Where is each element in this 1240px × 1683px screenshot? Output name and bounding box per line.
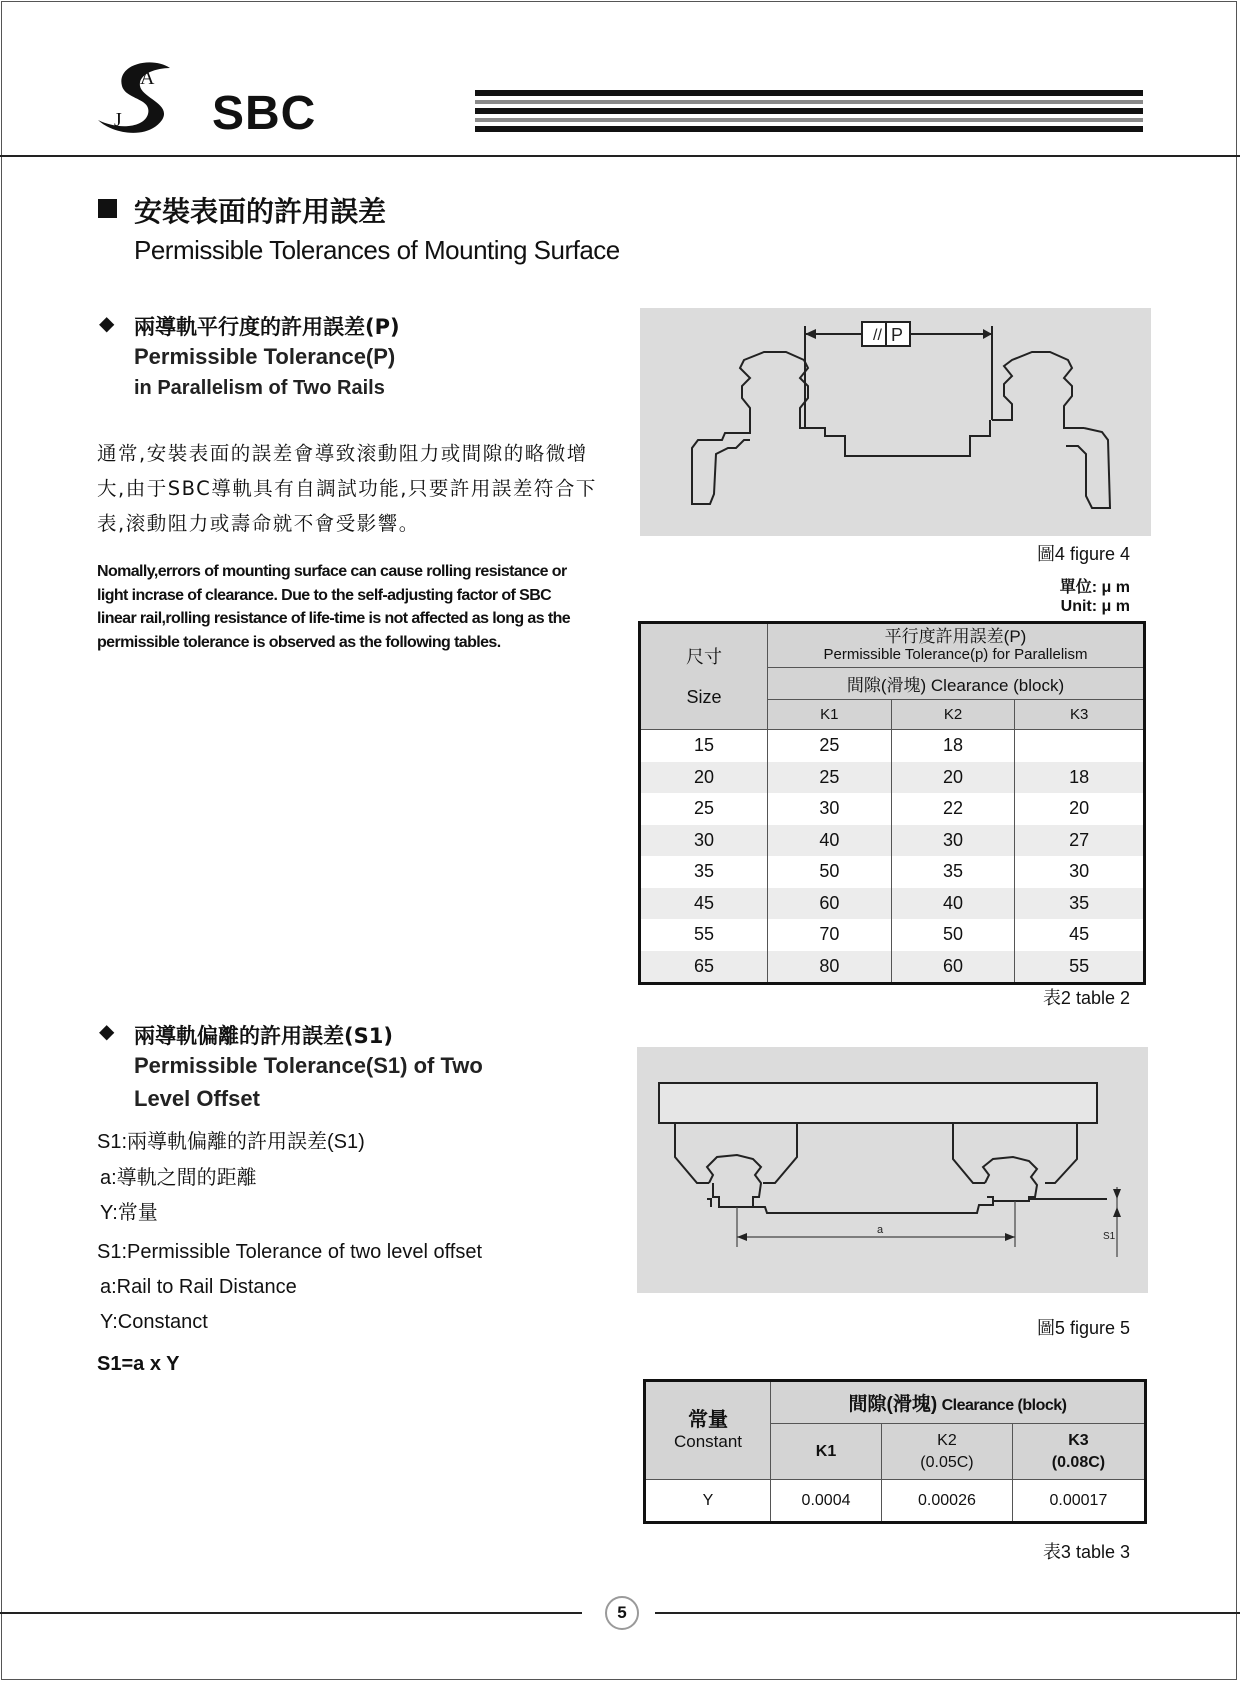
table-row xyxy=(640,919,1145,951)
section-title-en: Permissible Tolerances of Mounting Surface xyxy=(134,235,620,265)
table-cell: 70 xyxy=(768,919,892,951)
table-cell: 40 xyxy=(891,888,1015,920)
paragraph-line: permissible tolerance is observed as the following tables. xyxy=(97,633,501,651)
unit-label xyxy=(980,578,1130,616)
k1-header: K1 xyxy=(771,1424,882,1480)
table-cell: 15 xyxy=(693,735,715,756)
table-cell: 35 xyxy=(693,861,715,882)
offset-title-en-2: Level Offset xyxy=(134,1086,260,1111)
company-logo xyxy=(92,58,192,140)
k3-label: K3 xyxy=(1068,1431,1089,1449)
parallelism-symbol: // xyxy=(873,327,882,344)
footer-rule-left xyxy=(0,1612,582,1614)
offset-s1-label: S1 xyxy=(1103,1231,1116,1242)
footer-rule-right xyxy=(655,1612,1240,1614)
table-cell: 30 xyxy=(1015,856,1145,888)
parallel-paragraph-en xyxy=(97,560,597,654)
table-cell: 25 xyxy=(693,798,715,819)
table-cell: 22 xyxy=(891,793,1015,825)
group-header-zh: 間隙(滑塊) xyxy=(848,1394,938,1415)
diamond-bullet-icon: ◆ xyxy=(99,311,115,335)
figure-4-parallelism-diagram xyxy=(640,308,1151,536)
def-zh-y: Y:常量 xyxy=(100,1202,158,1224)
group-header-en: Permissible Tolerance(p) for Parallelism xyxy=(823,645,1088,663)
table-cell: 40 xyxy=(768,825,892,857)
table-cell: 80 xyxy=(768,951,892,984)
clearance-subheader: 間隙(滑塊) Clearance (block) xyxy=(768,668,1145,700)
table-cell: 65 xyxy=(640,951,768,984)
table-cell: 30 xyxy=(768,793,892,825)
table-cell: 60 xyxy=(891,951,1015,984)
table-cell: 60 xyxy=(768,888,892,920)
section-title-zh: 安裝表面的許用誤差 xyxy=(134,195,387,228)
table-cell: 45 xyxy=(1015,919,1145,951)
table-cell xyxy=(1015,730,1145,762)
table-row xyxy=(640,888,1145,920)
table-cell: 25 xyxy=(768,730,892,762)
table-cell: 45 xyxy=(640,888,768,920)
value-k1: 0.0004 xyxy=(771,1480,882,1523)
paragraph-line: Nomally,errors of mounting surface can cause rolling resistance or xyxy=(97,563,567,580)
def-en-s1: S1:Permissible Tolerance of two level offset xyxy=(97,1241,483,1263)
table-row xyxy=(640,951,1145,984)
table-cell: 20 xyxy=(640,762,768,794)
col-k1-header: K1 xyxy=(768,700,892,730)
logo-letter-a: A xyxy=(140,67,155,89)
table-row xyxy=(640,762,1145,794)
offset-title-en-1: Permissible Tolerance(S1) of Two xyxy=(134,1053,483,1078)
figure-5-level-offset-diagram xyxy=(637,1047,1148,1293)
table-cell: 50 xyxy=(891,919,1015,951)
constant-header xyxy=(645,1381,771,1480)
col-k2-header: K2 xyxy=(891,700,1015,730)
row-label-y: Y xyxy=(645,1480,771,1523)
formula: S1=a x Y xyxy=(97,1353,180,1375)
table-cell: 30 xyxy=(640,825,768,857)
def-zh-a: a:導軌之間的距離 xyxy=(100,1167,257,1189)
table-2-caption: 表2 table 2 xyxy=(1042,988,1130,1008)
paragraph-line: 通常,安裝表面的誤差會導致滚動阻力或間隙的略微增 xyxy=(97,442,588,465)
parallel-title-zh: 兩導軌平行度的許用誤差(P) xyxy=(134,315,400,339)
table-cell: 20 xyxy=(1015,793,1145,825)
k3-header xyxy=(1012,1424,1145,1480)
parallel-title-en-2: in Parallelism of Two Rails xyxy=(134,377,385,399)
size-header-en: Size xyxy=(686,686,722,707)
k3-sub-label: (0.08C) xyxy=(1051,1453,1106,1471)
table-cell: 18 xyxy=(1015,762,1145,794)
logo-letter-j: J xyxy=(114,109,122,131)
table-row xyxy=(640,730,1145,762)
paragraph-line: 表,滚動阻力或壽命就不會受影響。 xyxy=(97,512,420,535)
distance-a-label: a xyxy=(877,1224,884,1236)
size-header xyxy=(640,623,768,730)
clearance-group-header xyxy=(771,1381,1146,1424)
k2-header xyxy=(882,1424,1013,1480)
parallelism-group-header xyxy=(768,623,1145,668)
value-k2: 0.00026 xyxy=(882,1480,1013,1523)
table-cell: 30 xyxy=(891,825,1015,857)
table-3-caption: 表3 table 3 xyxy=(1042,1542,1130,1562)
parallel-paragraph-zh xyxy=(97,436,617,541)
page-number: 5 xyxy=(605,1596,639,1630)
table-cell: 35 xyxy=(891,856,1015,888)
figure-4-caption: 圖4 figure 4 xyxy=(1036,544,1130,564)
unit-en: Unit: μ m xyxy=(1060,598,1130,615)
unit-zh: 單位: μ m xyxy=(1059,579,1130,596)
table-cell: 27 xyxy=(1015,825,1145,857)
group-header-en: Clearance (block) xyxy=(941,1397,1067,1414)
def-zh-s1: S1:兩導軌偏離的許用誤差(S1) xyxy=(97,1131,365,1153)
table-2-parallelism-tolerance xyxy=(638,621,1146,985)
figure-5-caption: 圖5 figure 5 xyxy=(1036,1318,1130,1338)
table-row xyxy=(640,825,1145,857)
table-row xyxy=(640,856,1145,888)
k2-sub-label: (0.05C) xyxy=(920,1453,974,1471)
parallelism-label: P xyxy=(891,325,904,345)
table-cell: 20 xyxy=(891,762,1015,794)
table-row xyxy=(640,793,1145,825)
table-cell: 35 xyxy=(1015,888,1145,920)
table-cell: 25 xyxy=(768,762,892,794)
header-divider xyxy=(0,155,1240,157)
col-k3-header: K3 xyxy=(1015,700,1145,730)
diamond-bullet-icon: ◆ xyxy=(99,1019,115,1043)
table-cell: 55 xyxy=(693,924,715,945)
paragraph-line: light incrase of clearance. Due to the self-adjusting factor of SBC xyxy=(97,586,552,604)
header-stripes xyxy=(475,90,1143,136)
paragraph-line: 大,由于SBC導軌具有自調試功能,只要許用誤差符合下 xyxy=(97,477,597,500)
table-cell: 50 xyxy=(768,856,892,888)
constant-header-zh: 常量 xyxy=(688,1408,728,1431)
paragraph-line: linear rail,rolling resistance of life-time is not affected as long as the xyxy=(97,610,571,627)
table-3-constant xyxy=(643,1379,1147,1524)
group-header-zh: 平行度許用誤差(P) xyxy=(884,626,1027,646)
offset-title-zh: 兩導軌偏離的許用誤差(S1) xyxy=(134,1024,393,1048)
table-cell: 55 xyxy=(1015,951,1145,984)
value-k3: 0.00017 xyxy=(1012,1480,1145,1523)
def-en-y: Y:Constanct xyxy=(100,1311,208,1333)
size-header-zh: 尺寸 xyxy=(686,646,722,667)
section-bullet-icon xyxy=(98,199,117,218)
table-cell: 18 xyxy=(891,730,1015,762)
brand-name: SBC xyxy=(212,87,317,140)
parallel-title-en-1: Permissible Tolerance(P) xyxy=(134,344,396,369)
def-en-a: a:Rail to Rail Distance xyxy=(100,1276,297,1298)
constant-header-en: Constant xyxy=(673,1431,743,1451)
k2-label: K2 xyxy=(937,1431,957,1449)
